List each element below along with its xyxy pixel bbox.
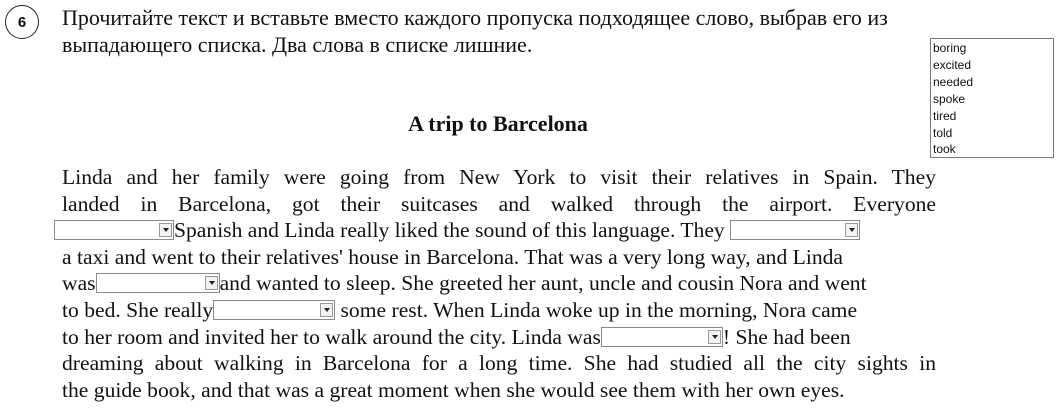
story-line bbox=[62, 297, 936, 324]
story-line: dreaming about walking in Barcelona for a long time. She had studied all the city sights in bbox=[62, 351, 936, 376]
task-instruction: Прочитайте текст и вставьте вместо каждого пропуска подходящее слово, выбрав его из выпадающего списка. Два слова в списке лишние. bbox=[62, 5, 888, 57]
story-line bbox=[62, 270, 936, 297]
task-number: 6 bbox=[17, 13, 27, 31]
word-bank-item: told bbox=[933, 125, 953, 140]
chevron-down-icon[interactable] bbox=[708, 330, 721, 344]
chevron-down-icon[interactable] bbox=[159, 223, 172, 237]
word-bank-item: tired bbox=[933, 108, 957, 123]
gap-dropdown-1[interactable] bbox=[54, 220, 174, 240]
story-line: the guide book, and that was a great moment when she would see them with her own eyes. bbox=[62, 377, 845, 402]
gap-dropdown-3[interactable] bbox=[96, 273, 220, 293]
gap-dropdown-2[interactable] bbox=[730, 220, 860, 240]
story-fragment: to her room and invited her to walk around the city. Linda was bbox=[62, 324, 601, 349]
word-bank-item: boring bbox=[933, 41, 967, 55]
story-line: a taxi and went to their relatives' house in Barcelona. That was a very long way, and Linda bbox=[62, 244, 844, 269]
story-title: A trip to Barcelona bbox=[408, 111, 588, 136]
story-line: landed in Barcelona, got their suitcases and walked through the airport. Everyone bbox=[62, 191, 936, 216]
story-line bbox=[54, 217, 936, 244]
word-bank-item: excited bbox=[933, 57, 972, 72]
gap-dropdown-4[interactable] bbox=[213, 300, 335, 320]
chevron-down-icon[interactable] bbox=[845, 223, 858, 237]
gap-dropdown-5[interactable] bbox=[601, 327, 723, 347]
word-bank-list bbox=[930, 38, 1054, 158]
story-fragment: ! She had been bbox=[722, 324, 851, 349]
story-text bbox=[62, 164, 936, 403]
task-number-badge bbox=[5, 5, 39, 39]
word-bank-item: needed bbox=[933, 74, 974, 89]
story-fragment: and wanted to sleep. She greeted her aunt, uncle and cousin Nora and went bbox=[219, 271, 867, 296]
story-line: Linda and her family were going from New York to visit their relatives in Spain. They bbox=[62, 165, 936, 189]
story-fragment: Spanish and Linda really liked the sound of this language. They bbox=[174, 218, 725, 243]
story-fragment: some rest. When Linda woke up in the morning, Nora came bbox=[340, 297, 858, 322]
story-line bbox=[62, 324, 936, 351]
chevron-down-icon[interactable] bbox=[205, 276, 218, 290]
story-fragment: to bed. She really bbox=[62, 297, 214, 322]
story-fragment: was bbox=[62, 271, 96, 296]
chevron-down-icon[interactable] bbox=[320, 303, 333, 317]
word-bank-item: took bbox=[933, 142, 956, 157]
word-bank-item: spoke bbox=[933, 91, 966, 106]
